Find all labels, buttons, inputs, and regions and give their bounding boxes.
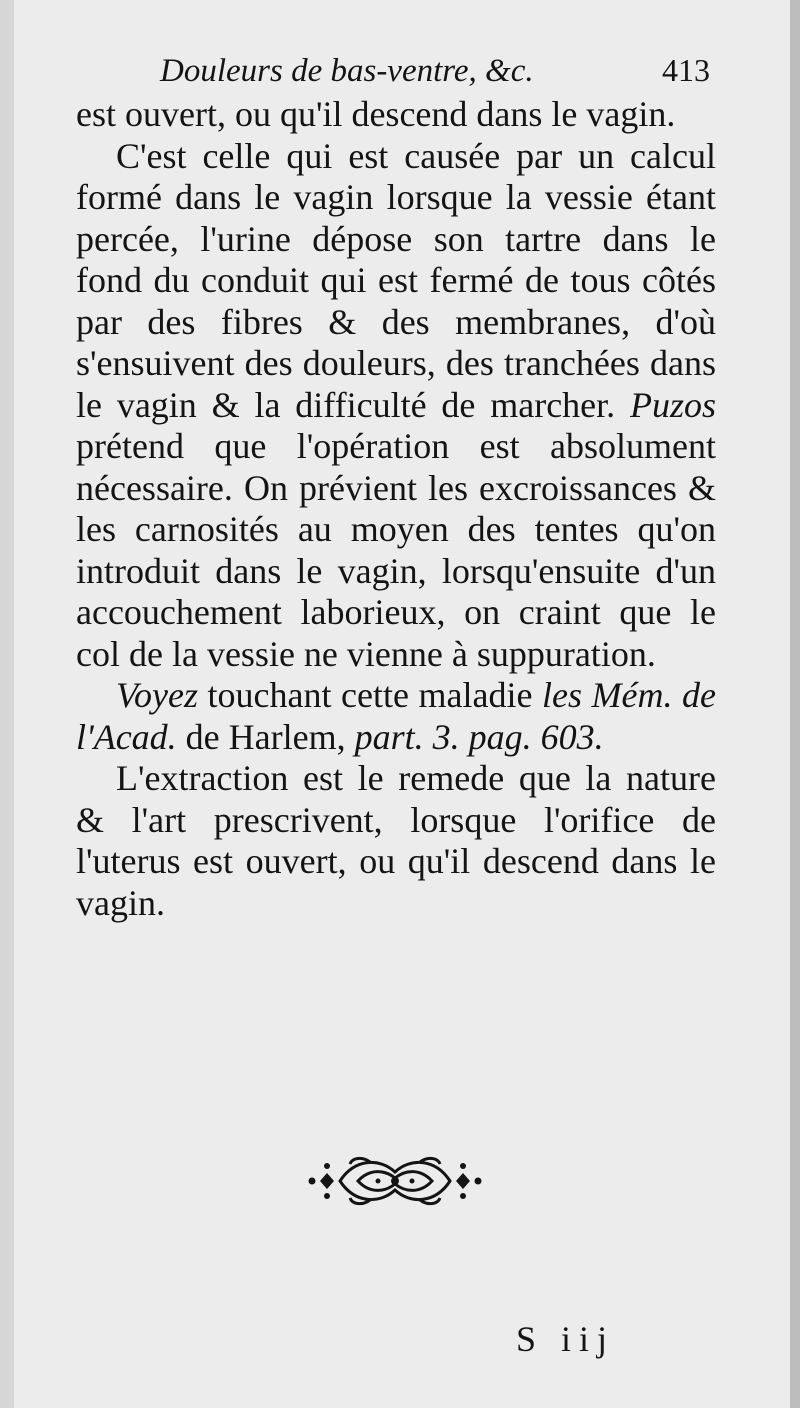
see-reference: Voyez bbox=[116, 675, 198, 715]
paragraph-2-rest: prétend que l'opération est absolument nécessaire. On prévient les excroissances & les carnosités au moyen des tentes qu'on introduit dans le vagin, lorsqu'ensuite d'un accouchement laborieux, on craint que le col de la vessie ne vienne à suppuration. bbox=[76, 426, 716, 674]
paragraph-1: est ouvert, ou qu'il descend dans le vagin. bbox=[76, 94, 676, 134]
page-number: 413 bbox=[662, 52, 710, 88]
paragraph-4: L'extraction est le remede que la nature & l'art prescrivent, lorsque l'orifice de l'uterus est ouvert, ou qu'il descend dans le vagin. bbox=[76, 758, 716, 923]
place-reference: de Harlem, bbox=[185, 716, 346, 757]
memoir-reference: les Mém. de l'Acad. bbox=[76, 675, 717, 757]
page-text bbox=[76, 50, 716, 924]
paragraph-3-text: touchant cette maladie bbox=[207, 675, 533, 715]
paragraph-2 bbox=[76, 136, 716, 676]
running-title: Douleurs de bas-ventre, &c. bbox=[160, 53, 534, 89]
part-page-reference: part. 3. pag. 603. bbox=[354, 716, 604, 757]
paragraph-2-text: C'est celle qui est causée par un calcul formé dans le vagin lorsque la vessie étant percée, l'urine dépose son tartre dans le fond du conduit qui est fermé de tous côtés par des fibres & des membranes, d'où s'ensuivent des douleurs, des tranchées dans le vagin & la difficulté de marcher. bbox=[76, 135, 716, 425]
author-name: Puzos bbox=[630, 384, 717, 425]
paragraph-3 bbox=[76, 675, 716, 758]
ornament-vignette-icon bbox=[300, 1152, 490, 1210]
running-head bbox=[76, 50, 716, 94]
signature-mark: S iij bbox=[516, 1319, 616, 1359]
